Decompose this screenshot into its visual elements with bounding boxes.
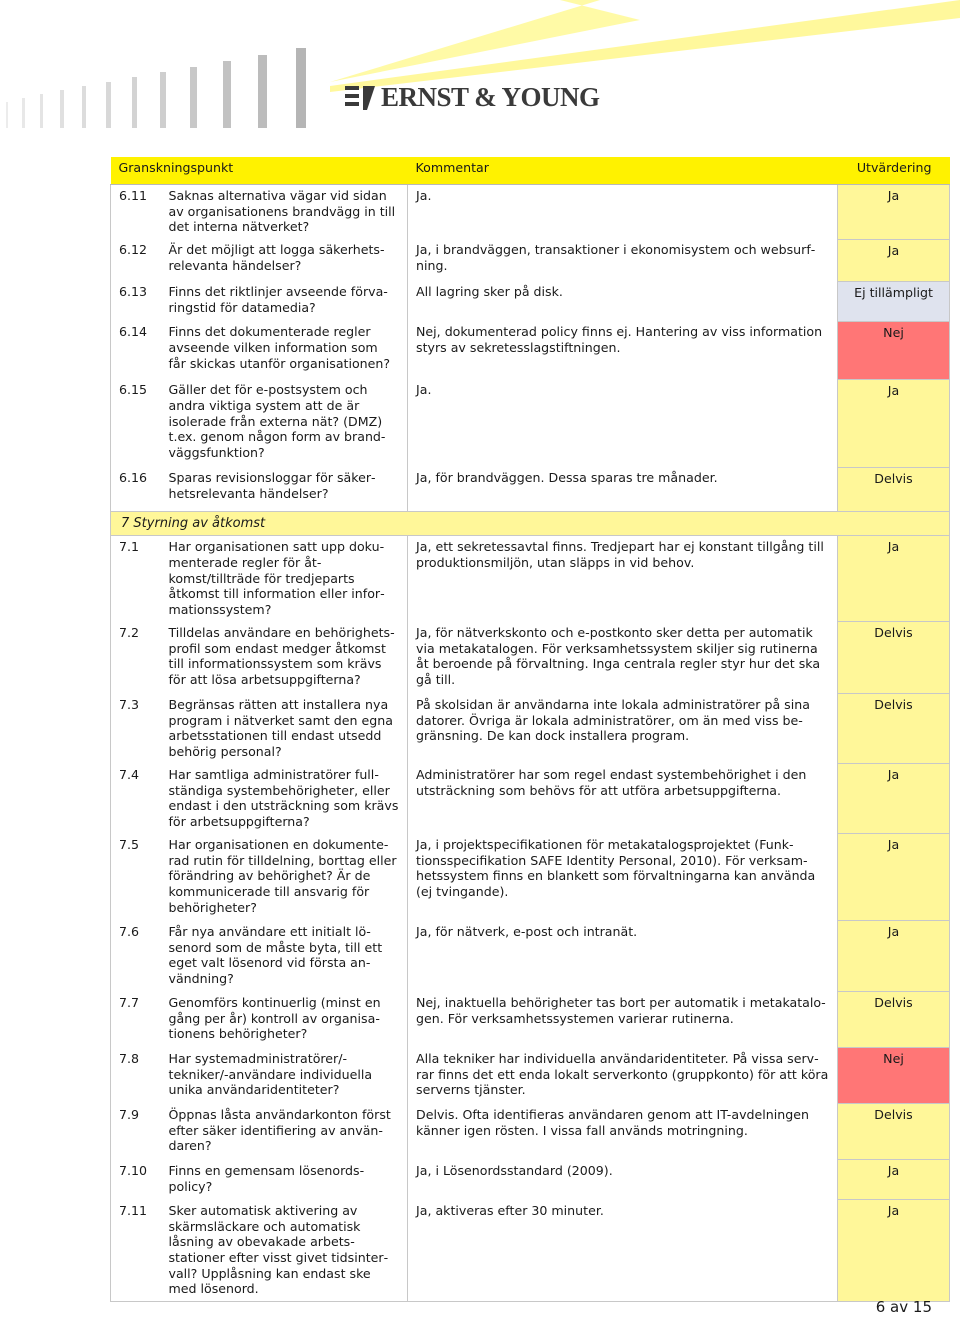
- item-number: 6.14: [111, 321, 161, 379]
- item-question: Har organisationen en dokumenterad rutin för tilldelning, borttag eller förändring av behörighet? Är de kommunicerade till ansvarig för behörigheter?: [168, 836, 397, 915]
- item-number: 7.5: [111, 834, 161, 921]
- header-decoration: [0, 0, 960, 140]
- item-question: Har systemadministratörer/tekniker/-användare individuella unika användaridentiteter?: [168, 1050, 373, 1098]
- section-title: 7 Styrning av åtkomst: [111, 511, 950, 536]
- item-number: 7.9: [111, 1104, 161, 1160]
- table-row: [111, 321, 950, 379]
- item-comment: Administratörer har som regel endast systembehörighet i den utsträckning som behövs för att utföra arbetsuppgifterna.: [408, 764, 838, 834]
- item-question: Genomförs kontinuerlig (minst en gång per år) kontroll av organisationens behörigheter?: [168, 994, 381, 1042]
- evaluation-badge: Delvis: [838, 694, 950, 764]
- item-number: 7.6: [111, 921, 161, 992]
- item-question: Sparas revisionsloggar för säkerhetsrelevanta händelser?: [168, 470, 376, 501]
- item-question: Är det möjligt att logga säkerhetsrelevanta händelser?: [168, 242, 385, 273]
- table-row: [111, 185, 950, 240]
- table-header-row: [111, 157, 950, 185]
- item-comment: Nej, inaktuella behörigheter tas bort per automatik i metakatalogen. För verksamhetssystemen varierar rutinerna.: [408, 992, 838, 1048]
- table-row: [111, 921, 950, 992]
- item-comment: Delvis. Ofta identifieras användaren genom att IT-avdelningen känner igen rösten. I vissa fall används motringning.: [408, 1104, 838, 1160]
- perspective-bars: [6, 48, 306, 128]
- evaluation-badge: Ja: [838, 921, 950, 992]
- logo-wordmark: ERNST & YOUNG: [381, 82, 600, 112]
- item-comment: Nej, dokumenterad policy finns ej. Hantering av viss information styrs av sekretesslagstiftningen.: [408, 321, 838, 379]
- evaluation-badge: Ja: [838, 834, 950, 921]
- item-number: 7.7: [111, 992, 161, 1048]
- item-number: 7.4: [111, 764, 161, 834]
- table-row: [111, 1048, 950, 1104]
- item-question: Har samtliga administratörer fullständiga systembehörigheter, eller endast i den utsträckning som krävs för arbetsuppgifterna?: [168, 766, 399, 829]
- table-row: [111, 1200, 950, 1302]
- header-item: Granskningspunkt: [111, 157, 408, 185]
- item-comment: På skolsidan är användarna inte lokala administratörer på sina datorer. Övriga är lokala administratörer, om än med viss begränsning. De kan dock installera program.: [408, 694, 838, 764]
- evaluation-badge: Ja: [838, 185, 950, 240]
- item-number: 6.13: [111, 281, 161, 321]
- table-row: [111, 764, 950, 834]
- yellow-beam: [330, 0, 960, 92]
- item-comment: Ja, i projektspecifikationen för metakatalogsprojektet (Funktionsspecifikation SAFE Identity Personal, 2010). För verksamhetssystem finns en blankett som förvaltningarna kan använda (ej tvingande).: [408, 834, 838, 921]
- item-comment: Ja.: [408, 379, 838, 467]
- evaluation-badge: Ja: [838, 1160, 950, 1200]
- item-question: Har organisationen satt upp dokumenterade regler för åtkomst/tillträde för tredjeparts åtkomst till information eller informationssystem?: [168, 539, 385, 618]
- evaluation-badge: Delvis: [838, 467, 950, 511]
- item-comment: Ja, aktiveras efter 30 minuter.: [408, 1200, 838, 1302]
- item-number: 6.12: [111, 239, 161, 281]
- item-comment: Ja, för brandväggen. Dessa sparas tre månader.: [408, 467, 838, 511]
- evaluation-badge: Delvis: [838, 1104, 950, 1160]
- item-number: 7.10: [111, 1160, 161, 1200]
- item-question: Saknas alternativa vägar vid sidan av organisationens brandvägg in till det interna nätverket?: [168, 188, 396, 235]
- evaluation-badge: Ja: [838, 379, 950, 467]
- item-question: Finns en gemensam lösenordspolicy?: [168, 1162, 365, 1194]
- item-question: Tilldelas användare en behörighetsprofil som endast medger åtkomst till informationssystem som krävs för att lösa arbetsuppgifterna?: [168, 624, 395, 687]
- table-row: [111, 694, 950, 764]
- item-comment: Ja, ett sekretessavtal finns. Tredjepart har ej konstant tillgång till produktionsmiljön, utan släpps in vid behov.: [408, 536, 838, 622]
- evaluation-badge: Nej: [838, 321, 950, 379]
- item-number: 7.3: [111, 694, 161, 764]
- item-question: Öppnas låsta användarkonton först efter säker identifiering av användaren?: [168, 1106, 391, 1154]
- item-comment: Ja, i brandväggen, transaktioner i ekonomisystem och websurfning.: [408, 239, 838, 281]
- item-question: Får nya användare ett initialt lösenord som de måste byta, till ett eget valt lösenord vid första användning?: [168, 923, 383, 986]
- table-row: [111, 239, 950, 281]
- item-number: 6.15: [111, 379, 161, 467]
- table-row: [111, 1160, 950, 1200]
- item-comment: All lagring sker på disk.: [408, 281, 838, 321]
- item-question: Finns det dokumenterade regler avseende vilken information som får skickas utanför organisationen?: [168, 324, 391, 371]
- evaluation-badge: Ej tillämpligt: [838, 281, 950, 321]
- table-row: [111, 1104, 950, 1160]
- item-question: Sker automatisk aktivering av skärmsläckare och automatisk låsning av obevakade arbetsstationer efter visst givet tidsintervall? Upplåsning kan endast ske med lösenord.: [161, 1200, 408, 1302]
- item-number: 6.11: [111, 185, 161, 240]
- item-number: 7.11: [111, 1200, 161, 1302]
- review-table: [110, 157, 950, 1302]
- evaluation-badge: Ja: [838, 536, 950, 622]
- section-row: [111, 511, 950, 536]
- evaluation-badge: Delvis: [838, 992, 950, 1048]
- evaluation-badge: Ja: [838, 1200, 950, 1302]
- page-number: 6 av 15: [875, 1298, 932, 1316]
- item-question: Finns det riktlinjer avseende förvaringstid för datamedia?: [168, 284, 388, 315]
- company-logo: [345, 82, 600, 113]
- item-question: Gäller det för e-postsystem och andra viktiga system att de är isolerade från externa nät? (DMZ) t.ex. genom någon form av brandväggsfunktion?: [168, 382, 386, 460]
- item-number: 7.1: [111, 536, 161, 622]
- item-comment: Ja, för nätverk, e-post och intranät.: [408, 921, 838, 992]
- header-comment: Kommentar: [408, 157, 838, 185]
- table-row: [111, 379, 950, 467]
- item-number: 7.8: [111, 1048, 161, 1104]
- table-row: [111, 992, 950, 1048]
- item-comment: Alla tekniker har individuella användaridentiteter. På vissa servrar finns det ett enda lokalt serverkonto (gruppkonto) för att köra serverns tjänster.: [408, 1048, 838, 1104]
- item-comment: Ja, för nätverkskonto och e-postkonto sker detta per automatik via metakatalogen. För verksamhetssystem skiljer sig rutinerna åt beroende på förvaltning. Inga centrala regler styr hur det ska gå till.: [408, 622, 838, 694]
- ey-logo-mark-icon: [345, 83, 375, 113]
- evaluation-badge: Nej: [838, 1048, 950, 1104]
- item-number: 7.2: [111, 622, 161, 694]
- evaluation-badge: Ja: [838, 239, 950, 281]
- header-evaluation: Utvärdering: [838, 157, 950, 185]
- item-comment: Ja, i Lösenordsstandard (2009).: [408, 1160, 838, 1200]
- table-row: [111, 536, 950, 622]
- evaluation-badge: Delvis: [838, 622, 950, 694]
- item-comment: Ja.: [408, 185, 838, 240]
- evaluation-badge: Ja: [838, 764, 950, 834]
- table-row: [111, 281, 950, 321]
- item-question: Begränsas rätten att installera nya program i nätverket samt den egna arbetsstationen till endast utsedd behörig personal?: [168, 696, 393, 759]
- table-row: [111, 467, 950, 511]
- item-number: 6.16: [111, 467, 161, 511]
- table-row: [111, 622, 950, 694]
- table-row: [111, 834, 950, 921]
